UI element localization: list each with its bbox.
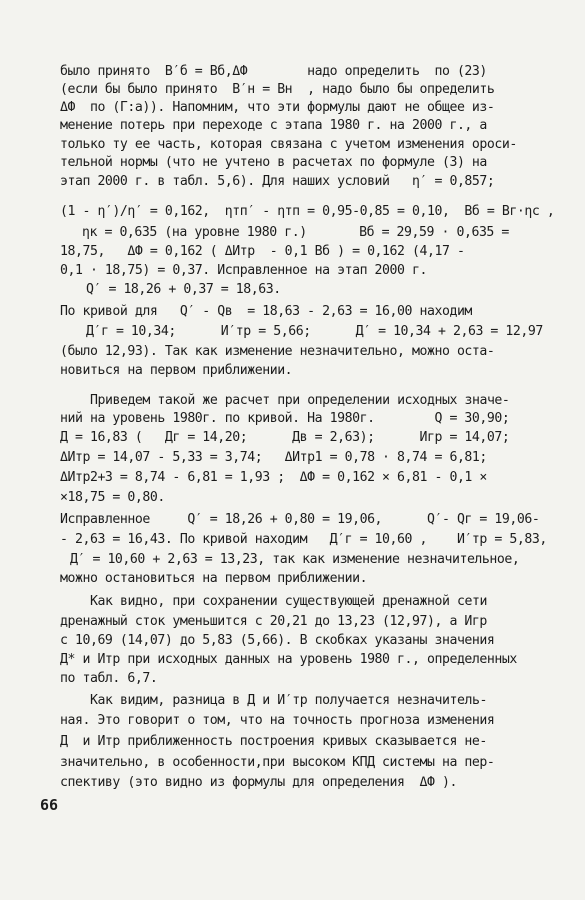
text-line: было принято B′б = Bб,ΔФ надо определить по (23) — [60, 64, 487, 79]
text-line: новиться на первом приближении. — [60, 363, 293, 378]
text-line: Д* и Итр при исходных данных на уровень 1980 г., определенных — [60, 652, 517, 667]
text-line: ΔИтр = 14,07 - 5,33 = 3,74; ΔИтр1 = 0,78 · 8,74 = 6,81; — [60, 450, 487, 465]
text-line: ηк = 0,635 (на уровне 1980 г.) Bб = 29,59 · 0,635 = — [82, 225, 509, 240]
text-line: Д′г = 10,34; И′тр = 5,66; Д′ = 10,34 + 2,63 = 12,97 — [86, 324, 543, 339]
text-line: Q′ = 18,26 + 0,37 = 18,63. — [86, 282, 281, 297]
text-line: Д и Итр приближенность построения кривых сказывается не- — [60, 734, 487, 749]
text-line: 0,1 · 18,75) = 0,37. Исправленное на этап 2000 г. — [60, 263, 427, 278]
text-line: Исправленное Q′ = 18,26 + 0,80 = 19,06, Q′- Qг = 19,06- — [60, 512, 540, 527]
text-line: ний на уровень 1980г. по кривой. На 1980г. Q = 30,90; — [60, 411, 510, 426]
text-line: ×18,75 = 0,80. — [60, 490, 165, 505]
text-line: этап 2000 г. в табл. 5,6). Для наших условий η′ = 0,857; — [60, 174, 495, 189]
text-line: тельной нормы (что не учтено в расчетах по формуле (3) на — [60, 155, 487, 170]
text-line: ΔФ по (Г:а)). Напомним, что эти формулы дают не общее из- — [60, 100, 495, 115]
text-line: с 10,69 (14,07) до 5,83 (5,66). В скобках указаны значения — [60, 633, 495, 648]
text-line: только ту ее часть, которая связана с учетом изменения ороси- — [60, 137, 517, 152]
page-number: 66 — [40, 796, 59, 814]
paragraph-start-line: Как видим, разница в Д и И′тр получается незначитель- — [90, 693, 487, 708]
text-line: (если бы было принято B′н = Bн , надо было бы определить — [60, 82, 495, 97]
text-line: дренажный сток уменьшится с 20,21 до 13,23 (12,97), а Игр — [60, 614, 487, 629]
text-line: - 2,63 = 16,43. По кривой находим Д′г = 10,60 , И′тр = 5,83, — [60, 532, 547, 547]
text-line: значительно, в особенности,при высоком КПД системы на пер- — [60, 755, 495, 770]
text-line: Д′ = 10,60 + 2,63 = 13,23, так как изменение незначительное, — [70, 552, 520, 567]
text-line: спективу (это видно из формулы для определения ΔФ ). — [60, 775, 457, 790]
text-line: менение потерь при переходе с этапа 1980 г. на 2000 г., а — [60, 118, 487, 133]
paragraph-start-line: Как видно, при сохранении существующей дренажной сети — [90, 594, 487, 609]
formula-line: (1 - η′)/η′ = 0,162, ηтп′ - ηтп = 0,95-0,85 = 0,10, Bб = Bг·ηс , — [60, 204, 555, 219]
text-line: По кривой для Q′ - Qв = 18,63 - 2,63 = 16,00 находим — [60, 304, 472, 319]
text-line: (было 12,93). Так как изменение незначительно, можно оста- — [60, 344, 495, 359]
text-line: 18,75, ΔФ = 0,162 ( ΔИтр - 0,1 Bб ) = 0,162 (4,17 - — [60, 244, 465, 259]
text-line: ная. Это говорит о том, что на точность прогноза изменения — [60, 713, 495, 728]
text-line: можно остановиться на первом приближении. — [60, 571, 368, 586]
paragraph-start-line: Приведем такой же расчет при определении исходных значе- — [90, 393, 510, 408]
text-line: ΔИтр2+3 = 8,74 - 6,81 = 1,93 ; ΔФ = 0,162 × 6,81 - 0,1 × — [60, 470, 487, 485]
text-line: по табл. 6,7. — [60, 671, 158, 686]
text-line: Д = 16,83 ( Дг = 14,20; Дв = 2,63); Игр = 14,07; — [60, 430, 510, 445]
